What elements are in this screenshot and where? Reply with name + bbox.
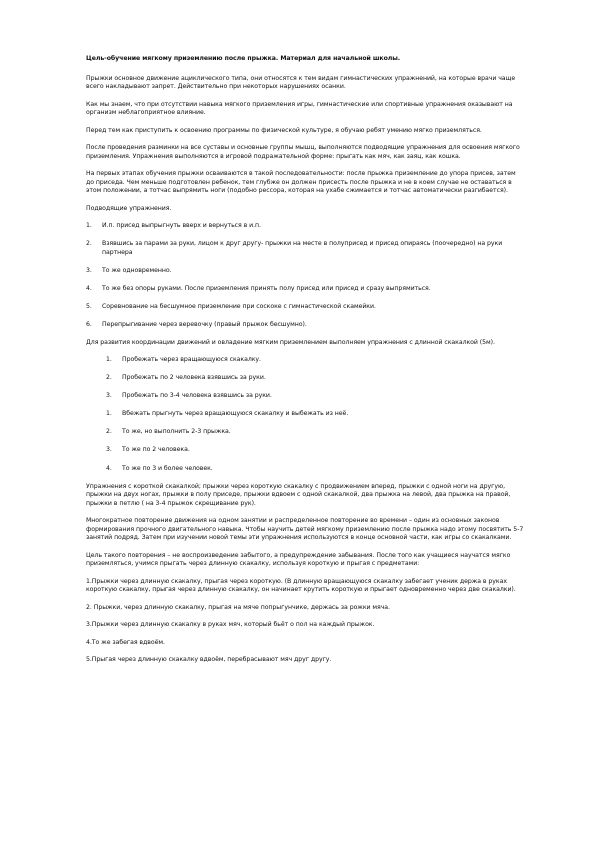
list-item [86, 267, 524, 276]
list-item [106, 374, 524, 383]
exercise-list-2 [106, 356, 524, 473]
list-item [106, 446, 524, 455]
list-text: То же по 2 человека. [122, 446, 190, 454]
list-item [106, 356, 524, 365]
paragraph: Для развития координации движений и овладение мягким приземлением выполняем упражнения с длинной скакалкой (5м). [86, 338, 495, 346]
list-item [106, 465, 524, 474]
list-number: 2. [106, 428, 112, 436]
list-item [86, 222, 524, 231]
list-text: И.п. присед выпрыгнуть вверх и вернуться в и.п. [102, 222, 261, 229]
section-heading: Подводящие упражнения. [86, 204, 172, 212]
list-text: Перепрыгивание через веревочку (правый прыжок бесшумно). [102, 320, 307, 328]
list-text: Вбежать прыгнуть через вращающуюся скакалку и выбежать из неё. [122, 410, 349, 418]
paragraph: Цель такого повторения – не воспроизведение забытого, а предупреждение забывания. После того как учащиеся научатся мягко приземляться, учимся прыгать через длинную скакалку, используя короткую и прыгая с предметами: [86, 551, 511, 568]
list-item [86, 240, 524, 257]
list-item [106, 410, 524, 419]
paragraph: 3.Прыжки через длинную скакалку в руках мяч, который бьёт о пол на каждый прыжок. [86, 621, 375, 629]
document-body [86, 55, 524, 674]
list-text: Пробежать по 2 человека взявшись за руки. [122, 374, 266, 382]
list-number: 4. [86, 284, 92, 292]
exercise-list-1 [86, 222, 524, 329]
list-number: 1. [106, 356, 112, 363]
list-number: 1. [106, 410, 112, 418]
paragraph: 4.То же забегая вдвоём. [86, 638, 165, 646]
list-text: Взявшись за парами за руки, лицом к друг другу- прыжки на месте в полуприсед и присед опираясь (поочередно) на руки партнера [102, 240, 503, 256]
list-text: Пробежать по 3-4 человека взявшись за руки. [122, 392, 272, 400]
paragraph: После проведения разминки на все суставы и основные группы мышц, выполняются подводящие упражнения для освоения мягкого приземления. Упражнения выполняются в игровой подражательной форме: прыгать как мяч, как заяц, как кошка. [86, 144, 520, 160]
list-item [86, 321, 524, 330]
list-item [106, 428, 524, 437]
list-number: 6. [86, 320, 92, 328]
list-text: Пробежать через вращающуюся скакалку. [122, 356, 261, 363]
paragraph: Многократное повторение движения на одном занятии и распределенное повторение во времени – один из основных законов формирования прочного двигательного навыка. Чтобы научить детей мягкому приземлению после прыжка надо этому посвятить 5-7 занятий подряд. Затем при изучении новой темы эти упражнения используются в конце основной части, как игры со скакалками. [86, 517, 524, 542]
list-number: 5. [86, 302, 92, 310]
list-text: Соревнование на бесшумное приземление при соскоке с гимнастической скамейки. [102, 302, 376, 310]
list-number: 2. [106, 374, 112, 382]
paragraph: Упражнения с короткой скакалкой; прыжки через короткую скакалку с продвижением вперед, прыжки с одной ноги на другую, прыжки на двух ногах, прыжки в полу приседе, прыжки вдвоем с одной скакалкой, два прыжка на левой, два прыжка на правой, прыжки в петлю ( на 3-4 прыжок скрещивание рук). [86, 482, 511, 507]
list-number: 3. [86, 266, 92, 274]
list-number: 1. [86, 222, 92, 229]
list-number: 3. [106, 392, 112, 400]
paragraph: Перед тем как приступить к освоению программы по физической культуре, я обучаю ребят умению мягко приземляться. [86, 126, 482, 134]
list-item [86, 303, 524, 312]
paragraph: 5.Прыгая через длинную скакалку вдвоём, перебрасывают мяч друг другу. [86, 656, 332, 664]
list-number: 4. [106, 464, 112, 472]
list-item [106, 392, 524, 401]
list-item [86, 285, 524, 294]
paragraph: Как мы знаем, что при отсутствии навыка мягкого приземления игры, гимнастические или спортивные упражнения оказывают на организм неблагоприятное влияние. [86, 100, 513, 116]
list-text: То же по 3 и более человек. [122, 464, 213, 472]
list-number: 2. [86, 240, 92, 247]
list-text: То же без опоры руками. После приземления принять полу присед или присед и сразу выпрямиться. [102, 284, 431, 292]
list-text: То же, но выполнить 2-3 прыжка. [122, 428, 231, 436]
paragraph: Прыжки основное движение ациклического типа, они относятся к тем видам гимнастических упражнений, на которые врачи чаще всего накладывают запрет. Действительно при некоторых нарушениях осанки. [86, 74, 516, 90]
paragraph: 2. Прыжки, через длинную скакалку, прыгая на мяче попрыгунчике, держась за рожки мяча. [86, 603, 390, 611]
document-title: Цель-обучение мягкому приземлению после прыжка. Материал для начальной школы. [86, 55, 401, 62]
paragraph: На первых этапах обучения прыжки осваиваются в такой последовательности: после прыжка приземление до упора присев, затем до приседа. Чем меньше подготовлен ребенок, тем глубже он должен присесть после прыжка и не в коем случае не оставаться в этом положении, а тотчас выпрямить ноги (подобно рессора, которая на ухабе сжимается и тотчас автоматически разгибается). [86, 170, 516, 194]
paragraph: 1.Прыжки через длинную скакалку, прыгая через короткую. (В длинную вращающуюся скакалку забегает ученик держа в руках короткую скакалку, прыгая через длинную скакалку, он начинает крутить короткую и прыгает одновременно через две скакалки). [86, 577, 516, 594]
list-number: 3. [106, 446, 112, 454]
list-text: То же одновременно. [102, 266, 172, 274]
